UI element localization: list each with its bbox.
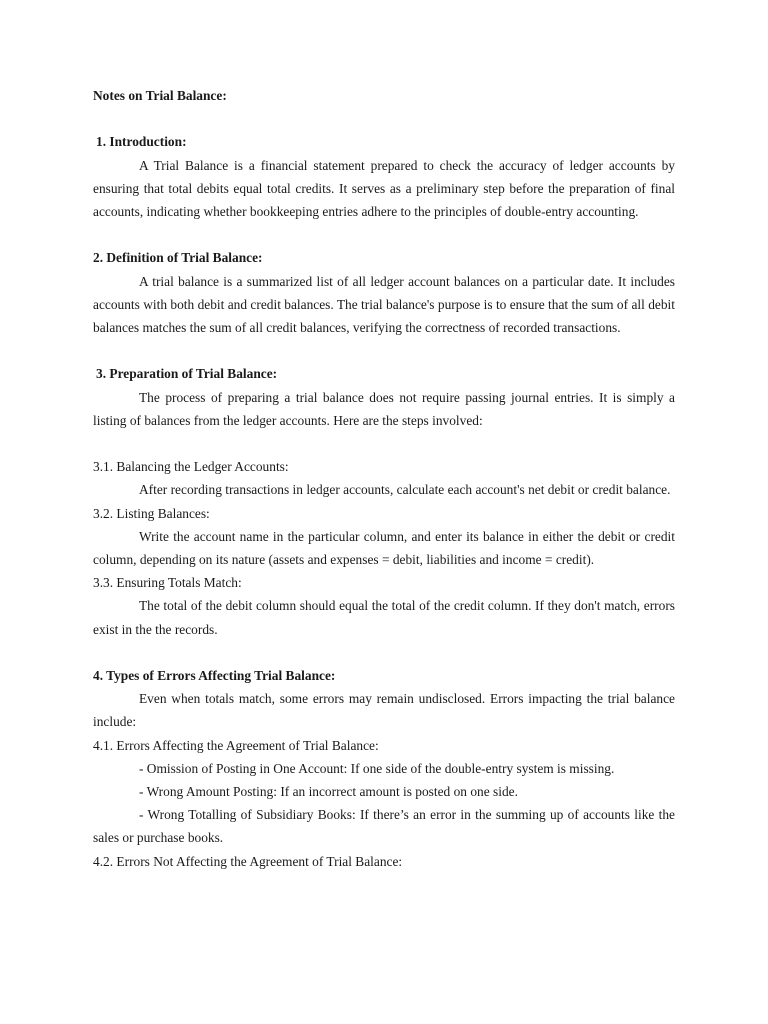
spacer [93, 223, 675, 246]
error-item-omission: - Omission of Posting in One Account: If one side of the double-entry system is missing. [139, 760, 615, 776]
spacer [93, 432, 675, 455]
step-3-2-label: 3.2. Listing Balances: [93, 505, 210, 521]
section-4-body: Even when totals match, some errors may remain undisclosed. Errors impacting the trial balance include: [93, 691, 675, 730]
section-3-body: The process of preparing a trial balance does not require passing journal entries. It is simply a listing of balances from the ledger accounts. Here are the steps involved: [93, 389, 675, 428]
document-title: Notes on Trial Balance: [93, 88, 227, 103]
section-2-body: A trial balance is a summarized list of all ledger account balances on a particular date. It includes accounts with both debit and credit balances. The trial balance's purpose is to ensure that the sum of all debit balances matches the sum of all credit balances, verifying the correctness of recorded transactions. [93, 273, 675, 335]
subsection-4-2-label: 4.2. Errors Not Affecting the Agreement of Trial Balance: [93, 853, 403, 869]
spacer [93, 107, 675, 130]
step-3-2-text: Write the account name in the particular column, and enter its balance in either the debit or credit column, depending on its nature (assets and expenses = debit, liabilities and income = credit). [93, 528, 675, 567]
spacer [93, 641, 675, 664]
step-3-3-text: The total of the debit column should equal the total of the credit column. If they don't match, errors exist in the the records. [93, 598, 675, 637]
section-2-heading: 2. Definition of Trial Balance: [93, 250, 263, 266]
section-4-heading: 4. Types of Errors Affecting Trial Balance: [93, 668, 336, 683]
step-3-1-text: After recording transactions in ledger accounts, calculate each account's net debit or credit balance. [139, 482, 671, 498]
document-page [93, 84, 675, 873]
section-1-body: A Trial Balance is a financial statement prepared to check the accuracy of ledger accounts by ensuring that total debits equal total credits. It serves as a preliminary step before the preparation of final accounts, indicating whether bookkeeping entries adhere to the principles of double-entry accounting. [93, 157, 675, 219]
section-3-heading: 3. Preparation of Trial Balance: [96, 366, 278, 382]
error-item-wrong-totalling: - Wrong Totalling of Subsidiary Books: If there’s an error in the summing up of accounts like the sales or purchase books. [93, 807, 675, 846]
step-3-3-label: 3.3. Ensuring Totals Match: [93, 575, 242, 591]
error-item-wrong-amount: - Wrong Amount Posting: If an incorrect amount is posted on one side. [139, 784, 518, 800]
section-1-heading: 1. Introduction: [96, 134, 187, 150]
spacer [93, 339, 675, 362]
subsection-4-1-label: 4.1. Errors Affecting the Agreement of Trial Balance: [93, 737, 379, 753]
step-3-1-label: 3.1. Balancing the Ledger Accounts: [93, 459, 289, 475]
